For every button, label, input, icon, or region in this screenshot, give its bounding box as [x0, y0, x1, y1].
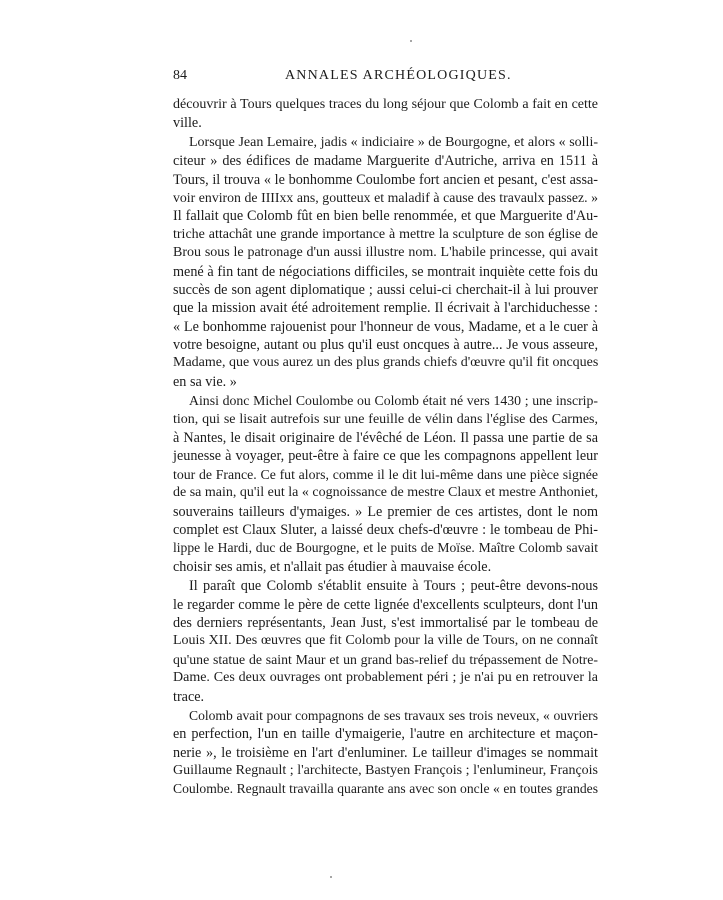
text-line: Ainsi donc Michel Coulombe ou Colomb était né vers 1430 ; une inscrip- [189, 393, 598, 409]
text-line: le regarder comme le père de cette lignée d'excellents sculpteurs, dont l'un [173, 596, 598, 613]
text-line: Dame. Ces deux ouvrages ont probablement péri ; je n'ai pu en retrouver la [173, 670, 598, 686]
body-text [173, 96, 598, 799]
text-line: Tours, il trouva « le bonhomme Coulombe fort ancien et pesant, c'est assa- [173, 171, 598, 188]
text-line: Louis XII. Des œuvres que fit Colomb pour la ville de Tours, on ne connaît [173, 633, 598, 649]
running-head [173, 68, 598, 90]
text-line: « Le bonhomme rajouenist pour l'honneur de vous, Madame, et a le cuer à [173, 318, 598, 335]
paper-speck [330, 876, 332, 878]
text-line: Brou sous le patronage d'un aussi illustre nom. L'habile princesse, qui avait [173, 245, 598, 261]
text-line: qu'une statue de saint Maur et un grand bas-relief du trépassement de Notre- [173, 651, 598, 667]
text-line: à Nantes, le disait originaire de l'évêché de Léon. Il passa une partie de sa [173, 430, 598, 447]
text-line: Madame, que vous aurez un des plus grands chiefs d'œuvre qu'il fit oncques [173, 355, 599, 371]
text-line: choisir ses amis, et n'allait pas étudier à mauvaise école. [173, 558, 492, 575]
text-line: succès de son agent diplomatique ; aussi celui-ci cherchait-il à lui prouver [173, 281, 598, 298]
text-line: ville. [173, 115, 202, 132]
text-line: des derniers représentants, Jean Just, s'est immortalisé par le tombeau de [173, 614, 598, 631]
text-line: tion, qui se lisait autrefois sur une feuille de vélin dans l'église des Carmes, [173, 411, 598, 427]
text-line: que la mission avait été adroitement remplie. Il écrivait à l'archiduchesse : [173, 300, 598, 317]
text-line: triche attachât une grande importance à mettre la sculpture de son église de [173, 226, 598, 242]
text-line: souverains tailleurs d'ymaiges. » Le premier de ces artistes, dont le nom [173, 503, 598, 520]
text-line: Colomb avait pour compagnons de ses travaux ses trois neveux, « ouvriers [189, 707, 598, 723]
text-line: nerie », le troisième en l'art d'enluminer. Le tailleur d'images se nommait [173, 744, 598, 761]
text-line: Il paraît que Colomb s'établit ensuite à Tours ; peut-être devons-nous [189, 578, 598, 595]
text-line: complet est Claux Sluter, a laissé deux chefs-d'œuvre : le tombeau de Phi- [173, 521, 598, 538]
text-line: en sa vie. » [173, 373, 237, 390]
running-title: ANNALES ARCHÉOLOGIQUES. [285, 68, 512, 83]
paragraph [173, 707, 598, 799]
text-line: votre besoigne, autant ou plus qu'il eust oncques à autre... Je vous asseure, [173, 337, 598, 354]
text-line: de sa main, qu'il eut la « cognoissance de mestre Claux et mestre Anthoniet, [173, 485, 599, 501]
text-line: lippe le Hardi, duc de Bourgogne, et le puits de Moïse. Maître Colomb savait [173, 540, 598, 556]
text-line: en perfection, l'un en taille d'ymaigerie, l'autre en architecture et maçon- [173, 726, 598, 743]
page-number: 84 [173, 68, 187, 83]
paragraph [173, 96, 598, 133]
text-line: jeunesse à voyager, peut-être à faire ce que les compagnons appellent leur [173, 448, 598, 465]
text-line: citeur » des édifices de madame Marguerite d'Autriche, arriva en 1511 à [173, 153, 598, 170]
text-line: mené à fin tant de négociations difficiles, se montrait inquiète cette fois du [173, 263, 598, 280]
text-line: découvrir à Tours quelques traces du long séjour que Colomb a fait en cette [173, 97, 598, 112]
paper-speck [410, 40, 412, 42]
text-line: voir environ de IIIIxx ans, goutteux et maladif à cause des travaulx passez. » [173, 189, 598, 205]
text-line: trace. [173, 688, 205, 705]
text-line: tour de France. Ce fut alors, comme il le dit lui-même dans une pièce signée [173, 466, 598, 482]
text-line: Lorsque Jean Lemaire, jadis « indiciaire » de Bourgogne, et alors « solli- [189, 134, 598, 150]
paragraph [173, 134, 598, 391]
paragraph [173, 577, 598, 706]
text-line: Guillaume Regnault ; l'architecte, Bastyen François ; l'enlumineur, François [173, 763, 598, 779]
paragraph [173, 392, 598, 576]
text-line: Coulombe. Regnault travailla quarante ans avec son oncle « en toutes grandes [173, 781, 598, 797]
text-line: Il fallait que Colomb fût en bien belle renommée, et que Marguerite d'Au- [173, 208, 598, 225]
